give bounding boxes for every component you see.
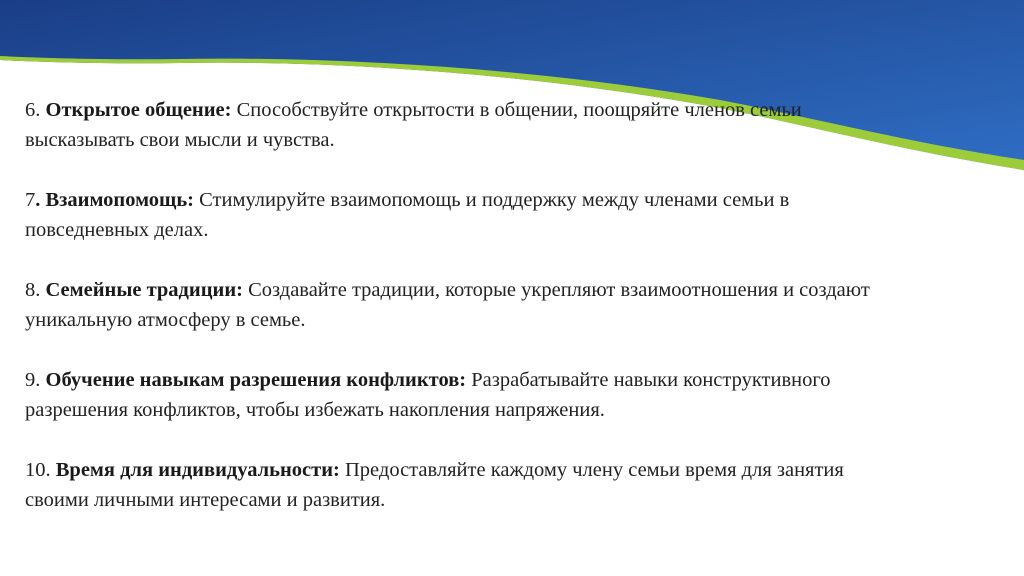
item-title: . Взаимопомощь: [35, 189, 195, 211]
list-item [25, 185, 875, 245]
item-text: Стимулируйте взаимопомощь и поддержку между членами семьи в повседневных делах. [25, 189, 790, 241]
item-title: Обучение навыкам разрешения конфликтов: [45, 369, 467, 391]
item-title: Семейные традиции: [45, 279, 243, 301]
list-item [25, 365, 875, 425]
item-title: Время для индивидуальности: [55, 459, 340, 481]
item-text: Разрабатывайте навыки конструктивного разрешения конфликтов, чтобы избежать накопления напряжения. [25, 369, 831, 421]
item-number: 9. [25, 369, 41, 391]
item-number: 6. [25, 99, 41, 121]
list-item [25, 275, 875, 335]
item-number: 10. [25, 459, 51, 481]
list-item [25, 455, 875, 515]
item-text: Способствуйте открытости в общении, поощряйте членов семьи высказывать свои мысли и чувства. [25, 99, 802, 151]
item-number: 8. [25, 279, 41, 301]
slide-content [25, 95, 875, 515]
item-text: Предоставляйте каждому члену семьи время для занятия своими личными интересами и развития. [25, 459, 844, 511]
item-title: Открытое общение: [45, 99, 232, 121]
item-text: Создавайте традиции, которые укрепляют взаимоотношения и создают уникальную атмосферу в семье. [25, 279, 870, 331]
item-number: 7 [25, 189, 36, 211]
list-item [25, 95, 875, 155]
